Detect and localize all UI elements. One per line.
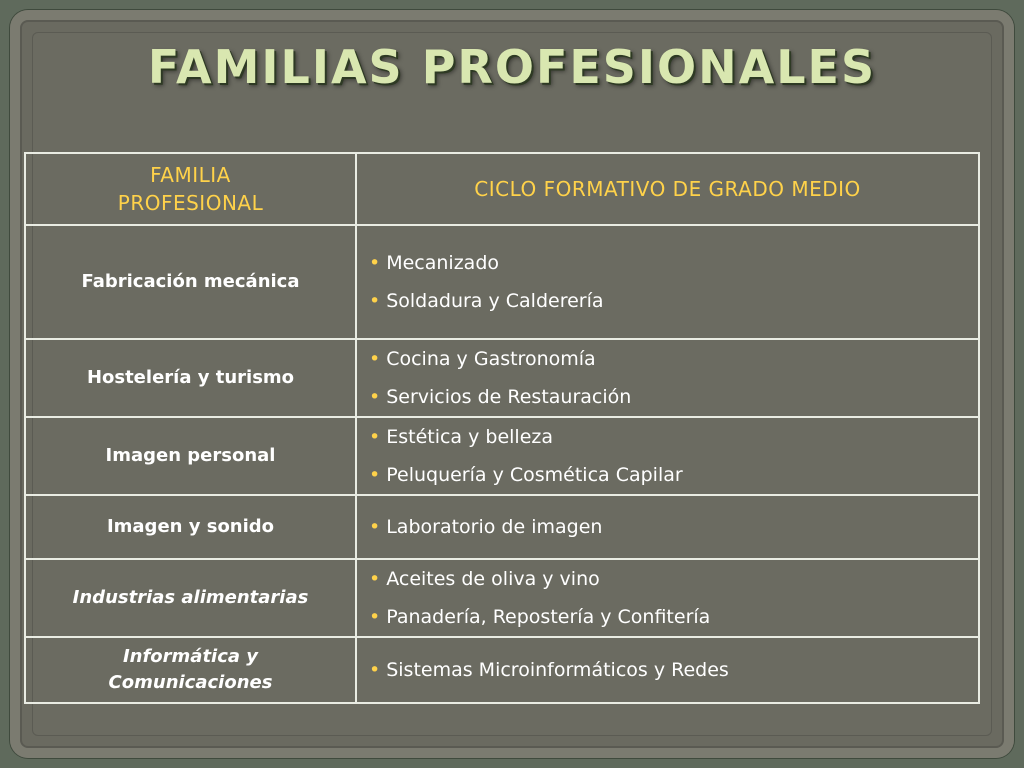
ciclo-cell	[356, 637, 979, 703]
ciclo-label: Peluquería y Cosmética Capilar	[386, 464, 683, 486]
table-row	[25, 225, 979, 339]
familia-cell: Imagen personal	[25, 417, 356, 495]
ciclo-item	[369, 378, 966, 416]
page-title: FAMILIAS PROFESIONALES	[147, 40, 877, 94]
familia-cell: Imagen y sonido	[25, 495, 356, 559]
ciclo-label: Estética y belleza	[386, 426, 554, 448]
ciclo-label: Panadería, Repostería y Confitería	[386, 606, 711, 628]
bullet-icon: •	[369, 252, 381, 274]
ciclo-label: Aceites de oliva y vino	[386, 568, 600, 590]
familia-cell: Hostelería y turismo	[25, 339, 356, 417]
ciclo-item	[369, 508, 966, 546]
ciclo-label: Mecanizado	[386, 252, 500, 274]
ciclo-label: Servicios de Restauración	[386, 386, 632, 408]
ciclo-item	[369, 651, 966, 689]
ciclo-cell	[356, 417, 979, 495]
bullet-icon: •	[369, 568, 381, 590]
table-row	[25, 559, 979, 637]
bullet-icon: •	[369, 386, 381, 408]
table-row	[25, 637, 979, 703]
table-row	[25, 339, 979, 417]
ciclo-item	[369, 560, 966, 598]
familia-cell: Informática y Comunicaciones	[25, 637, 356, 703]
ciclo-item	[369, 340, 966, 378]
ciclo-item	[369, 456, 966, 494]
bullet-icon: •	[369, 426, 381, 448]
ciclo-item	[369, 418, 966, 456]
ciclo-cell	[356, 495, 979, 559]
header-ciclo: CICLO FORMATIVO DE GRADO MEDIO	[356, 153, 979, 225]
bullet-icon: •	[369, 348, 381, 370]
familias-table	[24, 152, 980, 704]
ciclo-item	[369, 244, 966, 282]
table-row	[25, 495, 979, 559]
bullet-icon: •	[369, 516, 381, 538]
familia-cell: Industrias alimentarias	[25, 559, 356, 637]
ciclo-cell	[356, 225, 979, 339]
ciclo-label: Laboratorio de imagen	[386, 516, 603, 538]
ciclo-cell	[356, 339, 979, 417]
bullet-icon: •	[369, 606, 381, 628]
header-familia: FAMILIA PROFESIONAL	[25, 153, 356, 225]
bullet-icon: •	[369, 464, 381, 486]
ciclo-item	[369, 282, 966, 320]
ciclo-label: Soldadura y Calderería	[386, 290, 604, 312]
bullet-icon: •	[369, 659, 381, 681]
table-row	[25, 417, 979, 495]
table-header-row	[25, 153, 979, 225]
familia-cell: Fabricación mecánica	[25, 225, 356, 339]
ciclo-label: Cocina y Gastronomía	[386, 348, 596, 370]
ciclo-item	[369, 598, 966, 636]
ciclo-label: Sistemas Microinformáticos y Redes	[386, 659, 729, 681]
bullet-icon: •	[369, 290, 381, 312]
ciclo-cell	[356, 559, 979, 637]
